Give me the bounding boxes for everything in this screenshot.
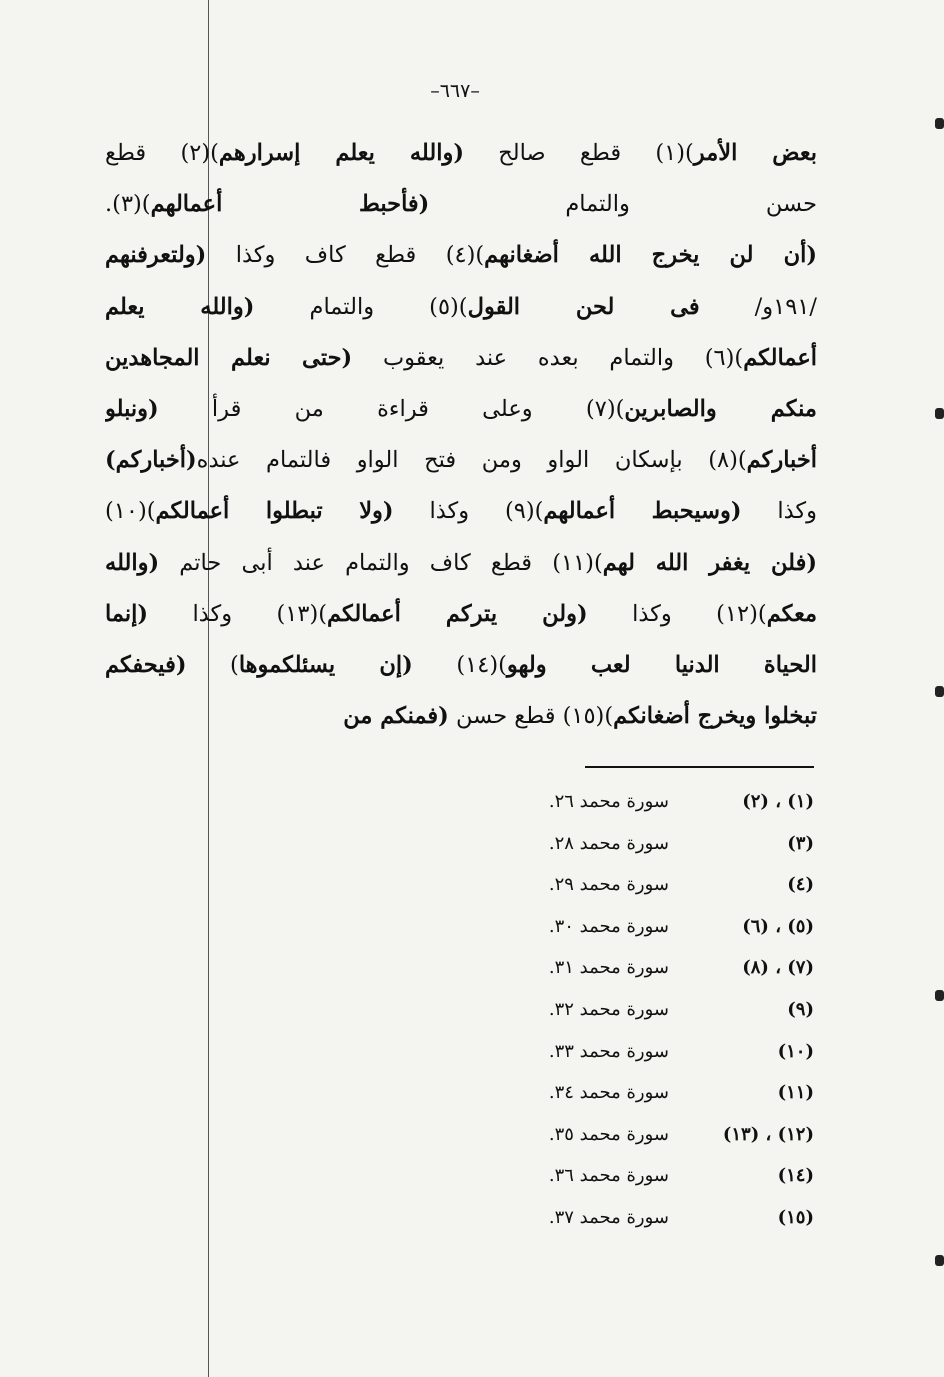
footnote-item xyxy=(470,1159,814,1201)
text-segment: )(٦) والتمام بعده عند يعقوب xyxy=(352,344,744,371)
quran-quote: (ونبلو xyxy=(105,395,159,422)
footnote-number: (٤) xyxy=(787,874,814,896)
footnote-item xyxy=(470,910,814,952)
footnote-number: (١١) xyxy=(777,1082,814,1104)
text-segment: )(١٠) xyxy=(105,498,156,525)
quran-quote: أخباركم xyxy=(746,447,817,474)
quran-quote: (ولن يتركم أعمالكم xyxy=(327,600,588,627)
text-segment: )(٣). xyxy=(105,191,151,218)
footnote-number: (٧) ، (٨) xyxy=(742,957,814,979)
footnote-source: سورة محمد ٣٣. xyxy=(548,1040,669,1062)
footnote-number: (٩) xyxy=(787,998,814,1020)
text-segment: /١٩١و/ xyxy=(699,293,817,320)
text-line xyxy=(105,128,817,179)
text-line xyxy=(105,589,817,640)
text-segment: )(١٣) وكذا xyxy=(148,600,328,627)
footnote-number: (٣) xyxy=(787,832,814,854)
footnote-item xyxy=(470,1118,814,1160)
text-line xyxy=(105,230,817,281)
text-line xyxy=(105,538,817,589)
binding-hole-mark xyxy=(935,686,944,697)
footnote-item xyxy=(470,827,814,869)
binding-hole-mark xyxy=(935,990,944,1001)
quran-quote: (والله xyxy=(105,549,160,576)
quran-quote: (ولا تبطلوا أعمالكم xyxy=(155,498,394,525)
quran-quote: الحياة الدنيا لعب ولهو xyxy=(506,651,817,678)
quran-quote: (والله يعلم إسرارهم xyxy=(218,140,464,166)
footnote-source: سورة محمد ٢٩. xyxy=(548,874,669,896)
quran-quote: أعمالكم xyxy=(743,344,817,371)
footnote-item xyxy=(470,993,814,1035)
page-number: –٦٦٧– xyxy=(430,80,480,102)
text-segment: )(١٥) قطع حسن xyxy=(448,703,614,730)
footnote-source: سورة محمد ٣١. xyxy=(548,957,669,979)
text-segment: )(٤) قطع كاف وكذا xyxy=(206,242,485,269)
footnote-source: سورة محمد ٣٢. xyxy=(548,998,669,1020)
footnote-number: (١٠) xyxy=(777,1040,814,1062)
main-text-block xyxy=(105,128,817,742)
text-segment: )(٧) وعلى قراءة من قرأ xyxy=(158,395,625,422)
text-line xyxy=(105,640,817,691)
footnote-source: سورة محمد ٣٧. xyxy=(548,1206,669,1228)
quran-quote: معكم xyxy=(766,600,817,627)
quran-quote: (ولتعرفنهم xyxy=(105,242,207,269)
quran-quote: بعض الأمر xyxy=(693,140,817,166)
footnote-source: سورة محمد ٢٦. xyxy=(548,791,669,812)
text-segment: )(١) قطع صالح xyxy=(463,140,694,166)
quran-quote: (فلن يغفر الله لهم xyxy=(602,549,817,576)
footnote-source: سورة محمد ٣٥. xyxy=(548,1123,669,1145)
text-segment: حسن والتمام xyxy=(429,191,817,218)
footnote-source: سورة محمد ٣٦. xyxy=(548,1165,669,1187)
footnote-number: (١٢) ، (١٣) xyxy=(722,1123,814,1145)
footnote-item xyxy=(470,1201,814,1243)
text-segment: )(٥) والتمام xyxy=(254,293,468,320)
quran-quote: (والله يعلم xyxy=(105,293,255,320)
footnote-item xyxy=(470,785,814,827)
text-line xyxy=(105,691,817,742)
quran-quote: (حتى نعلم المجاهدين xyxy=(105,344,353,371)
text-line xyxy=(105,333,817,384)
footnote-item xyxy=(470,868,814,910)
quran-quote: (فأحبط أعمالهم xyxy=(150,191,430,218)
text-segment: )(٨) بإسكان الواو ومن فتح الواو فالتمام عنده xyxy=(196,447,747,474)
text-segment: ) xyxy=(186,651,239,678)
footnote-number: (٥) ، (٦) xyxy=(742,915,814,937)
footnote-source: سورة محمد ٣٠. xyxy=(548,915,669,937)
footnote-item xyxy=(470,1076,814,1118)
quran-quote: (أخباركم) xyxy=(105,447,197,474)
text-segment: )(١١) قطع كاف والتمام عند أبى حاتم xyxy=(159,549,603,576)
text-segment: )(١٢) وكذا xyxy=(587,600,767,627)
footnote-source: سورة محمد ٣٤. xyxy=(548,1082,669,1104)
text-segment: )(٢) قطع xyxy=(105,140,219,166)
quran-quote: (إنما xyxy=(105,600,149,627)
footnotes-list xyxy=(470,785,814,1243)
text-segment: )(١٤) xyxy=(412,651,507,678)
quran-quote: (فيحفكم xyxy=(105,651,187,678)
text-segment: وكذا xyxy=(741,498,817,525)
quran-quote: (فمنكم من xyxy=(343,703,449,730)
quran-quote: (وسيحبط أعمالهم xyxy=(543,498,742,525)
quran-quote: منكم والصابرين xyxy=(624,395,817,422)
text-line xyxy=(105,384,817,435)
quran-quote: تبخلوا ويخرج أضغانكم xyxy=(613,703,817,730)
text-line xyxy=(105,282,817,333)
binding-hole-mark xyxy=(935,1255,944,1266)
quran-quote: (إن يسئلكموها xyxy=(238,651,413,678)
binding-hole-mark xyxy=(935,118,944,129)
binding-hole-mark xyxy=(935,408,944,419)
text-line xyxy=(105,486,817,537)
text-segment: )(٩) وكذا xyxy=(393,498,544,525)
footnote-number: (١٥) xyxy=(777,1206,814,1228)
text-line xyxy=(105,179,817,230)
quran-quote: فى لحن القول xyxy=(467,293,700,320)
footnote-number: (١٤) xyxy=(777,1165,814,1187)
footnote-item xyxy=(470,951,814,993)
footnote-separator xyxy=(585,766,814,768)
footnote-number: (١) ، (٢) xyxy=(742,791,814,812)
footnote-item xyxy=(470,1035,814,1077)
quran-quote: (أن لن يخرج الله أضغانهم xyxy=(484,242,817,269)
text-line xyxy=(105,435,817,486)
footnote-source: سورة محمد ٢٨. xyxy=(548,832,669,854)
